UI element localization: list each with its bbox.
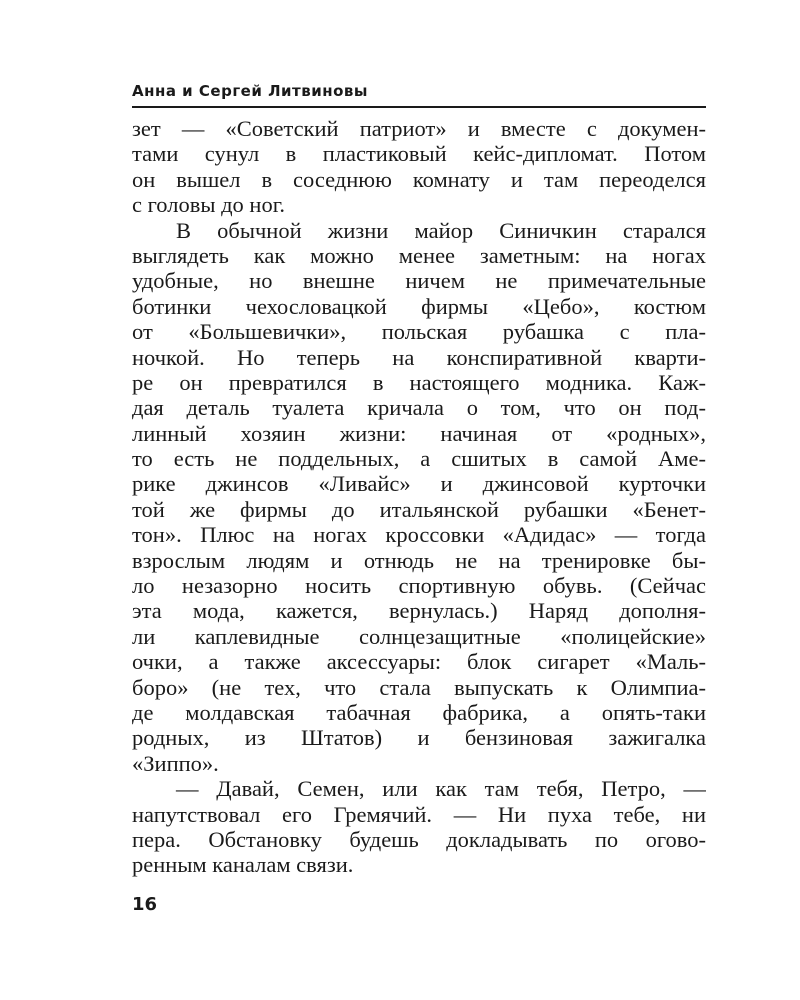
body-text [132,116,706,878]
text-line: зет — «Советский патриот» и вместе с докумен- [132,116,706,141]
running-head: Анна и Сергей Литвиновы [132,82,368,100]
text-line: дая деталь туалета кричала о том, что он под- [132,395,706,421]
text-line: удобные, но внешне ничем не примечательные [132,268,706,294]
text-line: ренным каналам связи. [132,852,354,878]
text-line: той же фирмы до итальянской рубашки «Бенет- [132,496,706,522]
page-number: 16 [132,894,158,915]
text-line: ночкой. Но теперь на конспиративной кварти- [132,344,706,370]
text-line: взрослым людям и отнюдь не на тренировке бы- [132,547,706,573]
text-line: линный хозяин жизни: начиная от «родных», [132,420,706,446]
text-line: ли каплевидные солнцезащитные «полицейские» [132,623,706,649]
text-line: ботинки чехословацкой фирмы «Цебо», костюм [132,293,706,319]
text-line: ре он превратился в настоящего модника. Каж- [132,369,706,395]
text-line: выглядеть как можно менее заметным: на ногах [132,242,706,268]
text-line: он вышел в соседнюю комнату и там переоделся [132,166,706,192]
header-rule [132,106,706,108]
text-line: пера. Обстановку будешь докладывать по огово- [132,826,706,852]
text-line: В обычной жизни майор Синичкин старался [176,217,706,243]
text-line: напутствовал его Гремячий. — Ни пуха тебе, ни [132,801,706,827]
text-line: рике джинсов «Ливайс» и джинсовой курточки [132,471,706,497]
text-line: родных, из Штатов) и бензиновая зажигалка [132,725,706,751]
text-line: «Зиппо». [132,750,219,776]
text-line: то есть не поддельных, а сшитых в самой Аме- [132,446,706,472]
text-line: очки, а также аксессуары: блок сигарет «Маль- [132,649,706,675]
text-line: эта мода, кажется, вернулась.) Наряд дополня- [132,598,706,624]
text-line: тон». Плюс на ногах кроссовки «Адидас» — тогда [132,522,706,548]
text-line: боро» (не тех, что стала выпускать к Олимпиа- [132,674,706,700]
text-line: с головы до ног. [132,192,286,218]
text-line: де молдавская табачная фабрика, а опять-таки [132,699,706,725]
text-line: от «Большевички», польская рубашка с пла- [132,319,706,345]
text-line: ло незазорно носить спортивную обувь. (Сейчас [132,573,706,599]
text-line: тами сунул в пластиковый кейс-дипломат. Потом [132,141,706,167]
text-line: — Давай, Семен, или как там тебя, Петро, — [176,776,706,802]
